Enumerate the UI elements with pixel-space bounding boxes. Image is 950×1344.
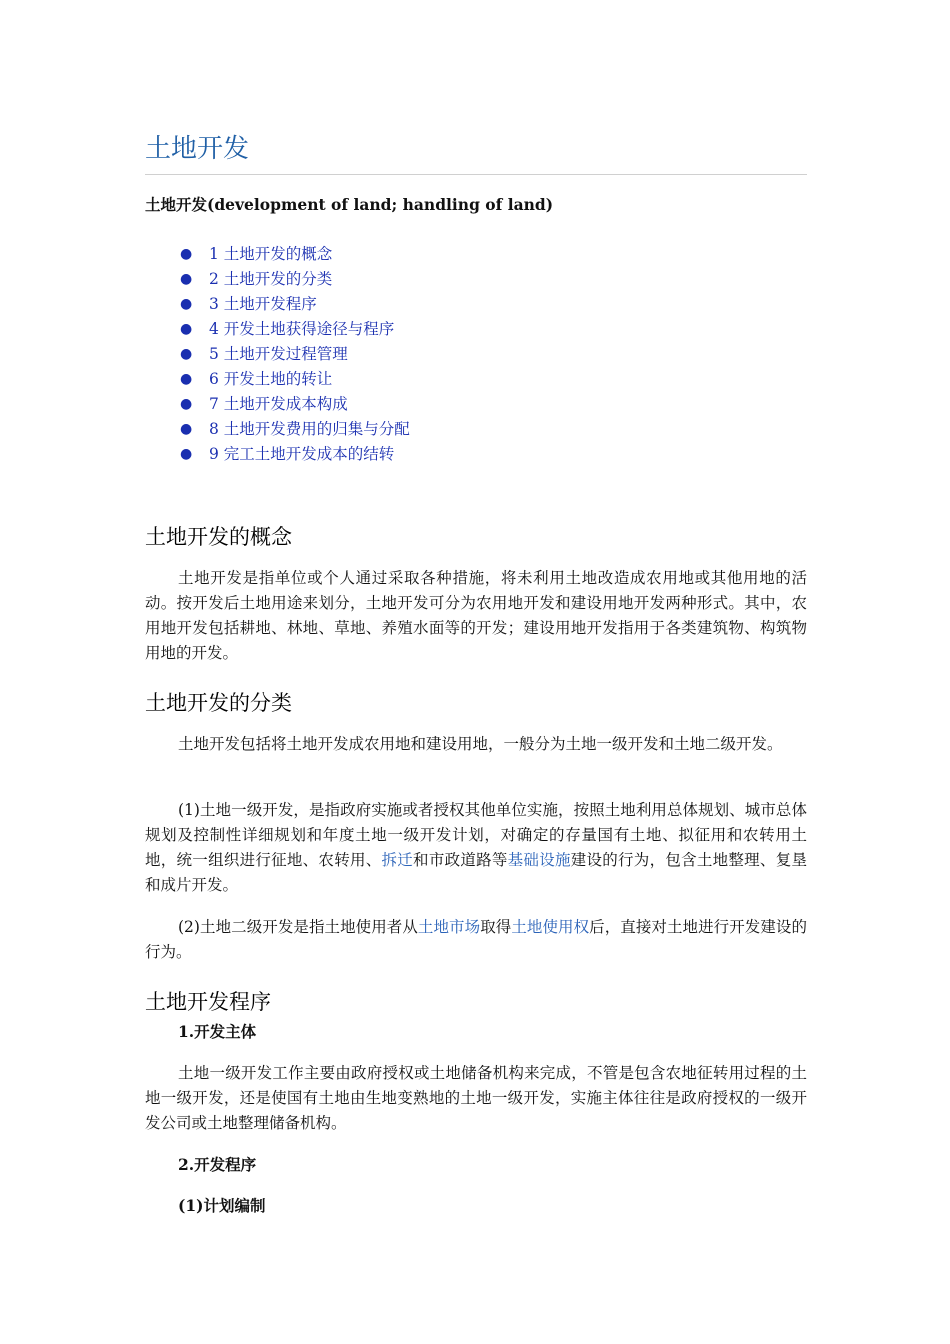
link-land-use-right[interactable]: 土地使用权 <box>511 918 590 936</box>
paragraph-text: (1)土地一级开发，是指政府实施或者授权其他单位实施，按照土地利用总体规划、城市总体规划及控制性详细规划和年度土地一级开发计划，对确定的存量国有土地、拟征用和农转用土地，统一组织进行征地、农转用、 <box>145 801 807 869</box>
toc-link[interactable]: 9 完工土地开发成本的结转 <box>209 445 395 463</box>
page-title: 土地开发 <box>145 134 250 164</box>
table-of-contents <box>145 242 410 467</box>
bullet-icon: ● <box>180 446 193 462</box>
bullet-icon: ● <box>180 346 193 362</box>
toc-item[interactable] <box>145 317 410 342</box>
toc-link[interactable]: 4 开发土地获得途径与程序 <box>209 320 395 338</box>
toc-item[interactable] <box>145 392 410 417</box>
bullet-icon: ● <box>180 296 193 312</box>
bullet-icon: ● <box>180 246 193 262</box>
toc-link[interactable]: 2 土地开发的分类 <box>209 270 333 288</box>
link-land-market[interactable]: 土地市场 <box>417 918 481 936</box>
classification-paragraph-2 <box>145 798 807 898</box>
paragraph-text: 建设的行为，包含土地整理、复垦和成片开发。 <box>145 851 807 894</box>
classification-paragraph-1: 土地开发包括将土地开发成农用地和建设用地，一般分为土地一级开发和土地二级开发。 <box>178 735 783 753</box>
toc-link[interactable]: 3 土地开发程序 <box>209 295 317 313</box>
toc-link[interactable]: 8 土地开发费用的归集与分配 <box>209 420 410 438</box>
page-subtitle: 土地开发(development of land; handling of land) <box>145 195 554 214</box>
paragraph-text: 和市政道路等 <box>413 851 508 869</box>
link-demolition[interactable]: 拆迁 <box>381 851 414 869</box>
subheading-development-subject: 1.开发主体 <box>178 1022 257 1041</box>
section-heading-procedure: 土地开发程序 <box>145 990 271 1014</box>
toc-link[interactable]: 5 土地开发过程管理 <box>209 345 348 363</box>
procedure-paragraph-1: 土地一级开发工作主要由政府授权或土地储备机构来完成，不管是包含农地征转用过程的土地一级开发，还是使国有土地由生地变熟地的土地一级开发，实施主体往往是政府授权的一级开发公司或土地整理储备机构。 <box>145 1064 807 1132</box>
toc-link[interactable]: 1 土地开发的概念 <box>209 245 333 263</box>
classification-paragraph-3 <box>145 915 807 965</box>
section-heading-classification: 土地开发的分类 <box>145 691 292 715</box>
toc-item[interactable] <box>145 292 410 317</box>
toc-item[interactable] <box>145 442 410 467</box>
bullet-icon: ● <box>180 421 193 437</box>
toc-item[interactable] <box>145 242 410 267</box>
subheading-development-procedure: 2.开发程序 <box>178 1155 257 1174</box>
title-divider <box>145 174 807 175</box>
concept-paragraph: 土地开发是指单位或个人通过采取各种措施，将未利用土地改造成农用地或其他用地的活动。按开发后土地用途来划分，土地开发可分为农用地开发和建设用地开发两种形式。其中，农用地开发包括耕地、林地、草地、养殖水面等的开发；建设用地开发指用于各类建筑物、构筑物用地的开发。 <box>145 569 807 662</box>
bullet-icon: ● <box>180 371 193 387</box>
paragraph-text: (2)土地二级开发是指土地使用者从 <box>178 918 418 936</box>
section-heading-concept: 土地开发的概念 <box>145 525 292 549</box>
toc-item[interactable] <box>145 267 410 292</box>
paragraph-text: 取得 <box>480 918 512 936</box>
bullet-icon: ● <box>180 271 193 287</box>
link-infrastructure[interactable]: 基础设施 <box>507 851 571 869</box>
bullet-icon: ● <box>180 396 193 412</box>
subheading-plan-preparation: (1)计划编制 <box>178 1196 266 1215</box>
toc-link[interactable]: 6 开发土地的转让 <box>209 370 333 388</box>
toc-link[interactable]: 7 土地开发成本构成 <box>209 395 348 413</box>
bullet-icon: ● <box>180 321 193 337</box>
toc-item[interactable] <box>145 367 410 392</box>
toc-item[interactable] <box>145 342 410 367</box>
toc-item[interactable] <box>145 417 410 442</box>
paragraph-text: 后，直接对土地进行开发建设的行为。 <box>145 918 807 961</box>
